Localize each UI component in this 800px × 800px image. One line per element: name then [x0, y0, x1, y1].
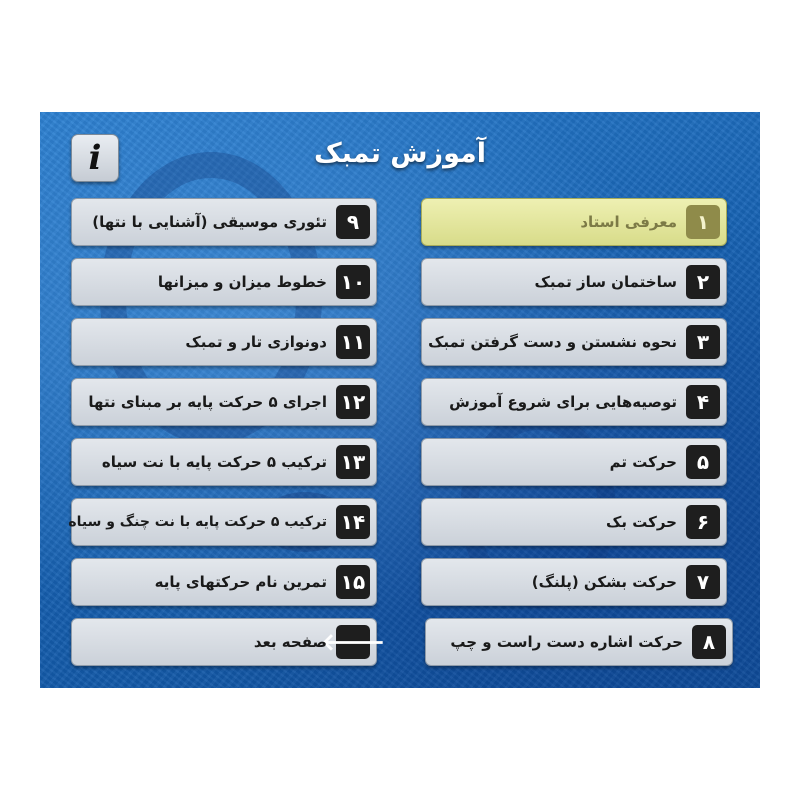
lesson-label: حرکت بشکن (پلنگ) — [531, 573, 677, 591]
menu-item-lesson-1[interactable] — [421, 198, 727, 246]
page-title: آموزش تمبک — [313, 138, 486, 169]
lesson-label: نحوه نشستن و دست گرفتن تمبک — [428, 333, 677, 351]
lesson-number-badge: ۱ — [686, 205, 720, 239]
menu-item-lesson-8[interactable] — [425, 618, 733, 666]
menu-item-lesson-2[interactable] — [421, 258, 727, 306]
lesson-number-badge: ۷ — [686, 565, 720, 599]
lesson-label: ترکیب ۵ حرکت پایه با نت چنگ و سیاه — [68, 514, 327, 530]
lesson-number-badge: ۱۵ — [336, 565, 370, 599]
lesson-label: ترکیب ۵ حرکت پایه با نت سیاه — [101, 453, 327, 471]
lesson-number-badge: ۳ — [686, 325, 720, 359]
menu-item-lesson-6[interactable] — [421, 498, 727, 546]
next-page-button[interactable] — [71, 618, 386, 666]
lesson-number-badge: ۴ — [686, 385, 720, 419]
app-screen — [40, 112, 760, 688]
menu-item-lesson-10[interactable] — [71, 258, 377, 306]
lesson-label: ساختمان ساز تمبک — [534, 273, 677, 291]
lesson-number-badge: ۸ — [692, 625, 726, 659]
arrow-left-icon: 🡐 — [336, 625, 370, 659]
lesson-number-badge: ۱۰ — [336, 265, 370, 299]
lesson-label: تئوری موسیقی (آشنایی با نتها) — [92, 213, 327, 231]
lesson-label: تمرین نام حرکتهای پایه — [154, 573, 327, 591]
menu-item-lesson-4[interactable] — [421, 378, 727, 426]
lesson-number-badge: ۵ — [686, 445, 720, 479]
lesson-label: توصیه‌هایی برای شروع آموزش — [449, 393, 677, 411]
menu-item-lesson-5[interactable] — [421, 438, 727, 486]
menu-item-lesson-9[interactable] — [71, 198, 377, 246]
lesson-label: خطوط میزان و میزانها — [157, 273, 327, 291]
lesson-number-badge: ۲ — [686, 265, 720, 299]
info-icon: i — [88, 138, 102, 178]
menu-item-lesson-15[interactable] — [71, 558, 377, 606]
lesson-label: حرکت بک — [606, 513, 677, 531]
lesson-label: حرکت اشاره دست راست و چپ — [450, 633, 683, 651]
menu-item-lesson-12[interactable] — [71, 378, 377, 426]
menu-item-lesson-14[interactable] — [68, 498, 377, 546]
lesson-number-badge: ۶ — [686, 505, 720, 539]
lesson-label: معرفی استاد — [580, 213, 677, 231]
menu-item-lesson-13[interactable] — [71, 438, 377, 486]
lesson-number-badge: ۱۱ — [336, 325, 370, 359]
lesson-label: اجرای ۵ حرکت پایه بر مبنای نتها — [88, 393, 327, 411]
menu-item-lesson-3[interactable] — [421, 318, 727, 366]
lesson-number-badge: ۱۲ — [336, 385, 370, 419]
menu-item-lesson-7[interactable] — [421, 558, 727, 606]
next-page-label: صفحه بعد — [253, 633, 327, 651]
menu-item-lesson-11[interactable] — [71, 318, 377, 366]
lesson-label: حرکت تم — [609, 453, 677, 471]
lesson-number-badge: ۱۳ — [336, 445, 370, 479]
lesson-number-badge: ۱۴ — [336, 505, 370, 539]
lesson-number-badge: ۹ — [336, 205, 370, 239]
lesson-label: دونوازی تار و تمبک — [185, 333, 327, 351]
